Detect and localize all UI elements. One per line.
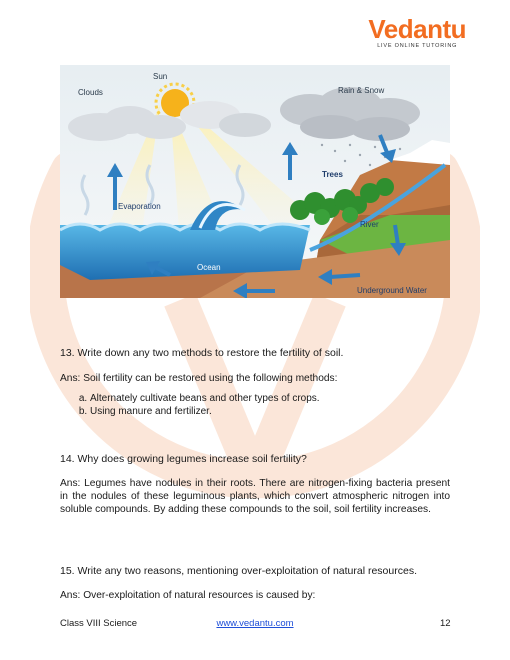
question-14: 14. Why does growing legumes increase soil fertility? — [60, 453, 307, 465]
logo-tagline: LIVE ONLINE TUTORING — [377, 43, 458, 49]
list-item: b. Using manure and fertilizer. — [90, 405, 450, 418]
vedantu-logo — [368, 16, 466, 49]
label-river: River — [360, 220, 379, 229]
footer-subject: Class VIII Science — [60, 618, 138, 629]
answer-15: Ans: Over-exploitation of natural resources is caused by: — [60, 590, 316, 601]
label-trees: Trees — [322, 170, 343, 179]
label-clouds: Clouds — [78, 88, 103, 97]
label-evaporation: Evaporation — [118, 202, 161, 211]
question-13: 13. Write down any two methods to restore the fertility of soil. — [60, 347, 344, 359]
question-15: 15. Write any two reasons, mentioning over-exploitation of natural resources. — [60, 565, 417, 577]
methods-list — [60, 392, 450, 418]
answer-14: Ans: Legumes have nodules in their roots. There are nitrogen-fixing bacteria present in the nodules of these leguminous plants, which convert atmospheric nitrogen into soluble compounds. By adding these compounds to the soil, soil fertility increases. — [60, 478, 450, 515]
list-item: a. Alternately cultivate beans and other types of crops. — [90, 392, 450, 405]
label-ocean: Ocean — [197, 263, 221, 272]
label-underground-water: Underground Water — [357, 286, 427, 295]
logo-wordmark: Vedantu — [368, 14, 466, 44]
footer-website-link[interactable]: www.vedantu.com — [216, 618, 294, 629]
page-number: 12 — [440, 618, 451, 629]
water-cycle-diagram — [60, 65, 450, 298]
answer-13: Ans: Soil fertility can be restored using the following methods: — [60, 373, 338, 384]
label-rain-snow: Rain & Snow — [338, 86, 385, 95]
label-sun: Sun — [153, 72, 168, 81]
